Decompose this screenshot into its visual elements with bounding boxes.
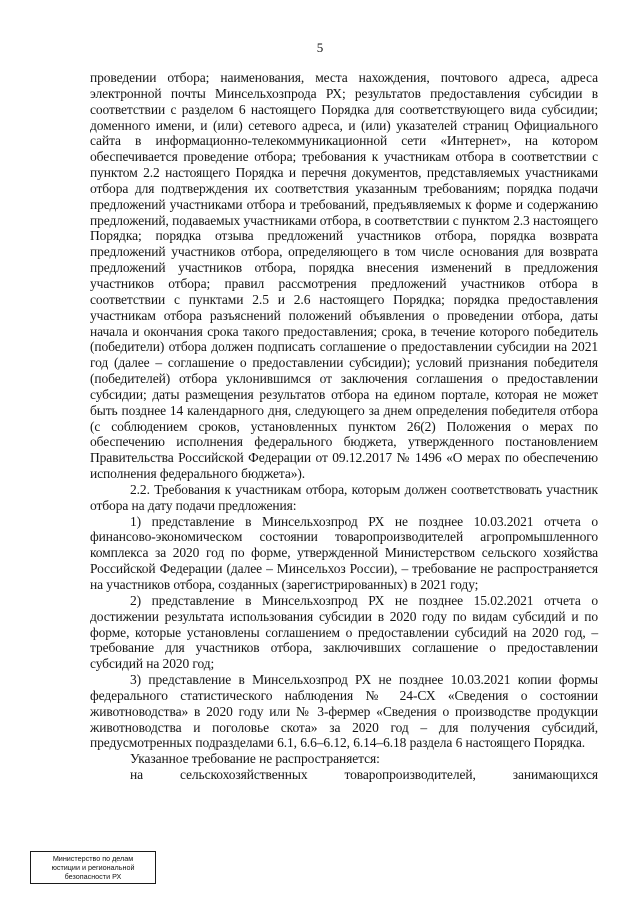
page-number: 5 [316,40,324,55]
document-body [90,70,598,783]
paragraph-requirement-1: 1) представление в Минсельхозпрод РХ не позднее 10.03.2021 отчета о финансово-экономическом состоянии товаропроизводителей агропромышленного комплекса за 2020 год по форме, утвержденной Министерством сельского хозяйства Российской Федерации (далее – Минсельхоз России), – требование не распространяется на участников отбора, созданных (зарегистрированных) в 2021 году; [90,513,598,592]
paragraph-selection-announcement: проведении отбора; наименования, места нахождения, почтового адреса, адреса электронной почты Минсельхозпрода РХ; результатов предоставления субсидии в соответствии с разделом 6 настоящего Порядка для соответствующего вида субсидии; доменного имени, и (или) сетевого адреса, и (или) указателей страниц Официального сайта в информационно-телекоммуникационной сети «Интернет», на котором обеспечивается проведение отбора; требования к участникам отбора в соответствии с пунктом 2.2 настоящего Порядка и перечня документов, представляемых участниками отбора для подтверждения их соответствия указанным требованиям; порядка подачи предложений участниками отбора и требований, предъявляемых к форме и содержанию предложений, подаваемых участниками отбора, в соответствии с пунктом 2.3 настоящего Порядка; порядка отзыва предложений участников отбора, порядка возврата предложений участников отбора, определяющего в том числе основания для возврата предложений участников отбора, порядка внесения изменений в предложения участников отбора; правил рассмотрения предложений участников отбора в соответствии с пунктами 2.5 и 2.6 настоящего Порядка; порядка предоставления участникам отбора разъяснений положений объявления о проведении отбора, даты начала и окончания срока такого предоставления; срока, в течение которого победитель (победители) отбора должен подписать соглашение о предоставлении субсидии на 2021 год (далее – соглашение о предоставлении субсидии); условий признания победителя (победителей) отбора уклонившимся от заключения соглашения о предоставлении субсидии; даты размещения результатов отбора на едином портале, которая не может быть позднее 14 календарного дня, следующего за днем определения победителя отбора (с соблюдением сроков, установленных пунктом 26(2) Положения о мерах по обеспечению исполнения федерального бюджета, утвержденного постановлением Правительства Российской Федерации от 09.12.2017 № 1496 «О мерах по обеспечению исполнения федерального бюджета»). [90,70,598,482]
stamp-line-3: безопасности РХ [64,872,122,881]
paragraph-section-2-2: 2.2. Требования к участникам отбора, которым должен соответствовать участник отбора на дату подачи предложения: [90,481,598,513]
paragraph-requirement-2: 2) представление в Минсельхозпрод РХ не позднее 15.02.2021 отчета о достижении результата использования субсидии в 2020 году по видам субсидий и по форме, которые установлены соглашением о предоставлении субсидий на 2020 год, – требование для участников отбора, заключивших соглашение о предоставлении субсидий на 2020 год; [90,592,598,672]
ministry-stamp [30,851,156,884]
paragraph-requirement-3: 3) представление в Минсельхозпрод РХ не позднее 10.03.2021 копии формы федерального статистического наблюдения № 24-СХ «Сведения о состоянии животноводства» в 2020 году или № 3-фермер «Сведения о производстве продукции животноводства и поголовье скота» за 2020 год – для получения субсидий, предусмотренных подразделами 6.1, 6.6–6.12, 6.14–6.18 раздела 6 настоящего Порядка. [90,672,598,751]
paragraph-exception-intro: Указанное требование не распространяется: [130,751,380,767]
paragraph-exception-start: на сельскохозяйственных товаропроизводителей, занимающихся [130,767,598,783]
stamp-line-2: юстиции и региональной [51,863,135,872]
stamp-line-1: Министерство по делам [52,854,134,863]
